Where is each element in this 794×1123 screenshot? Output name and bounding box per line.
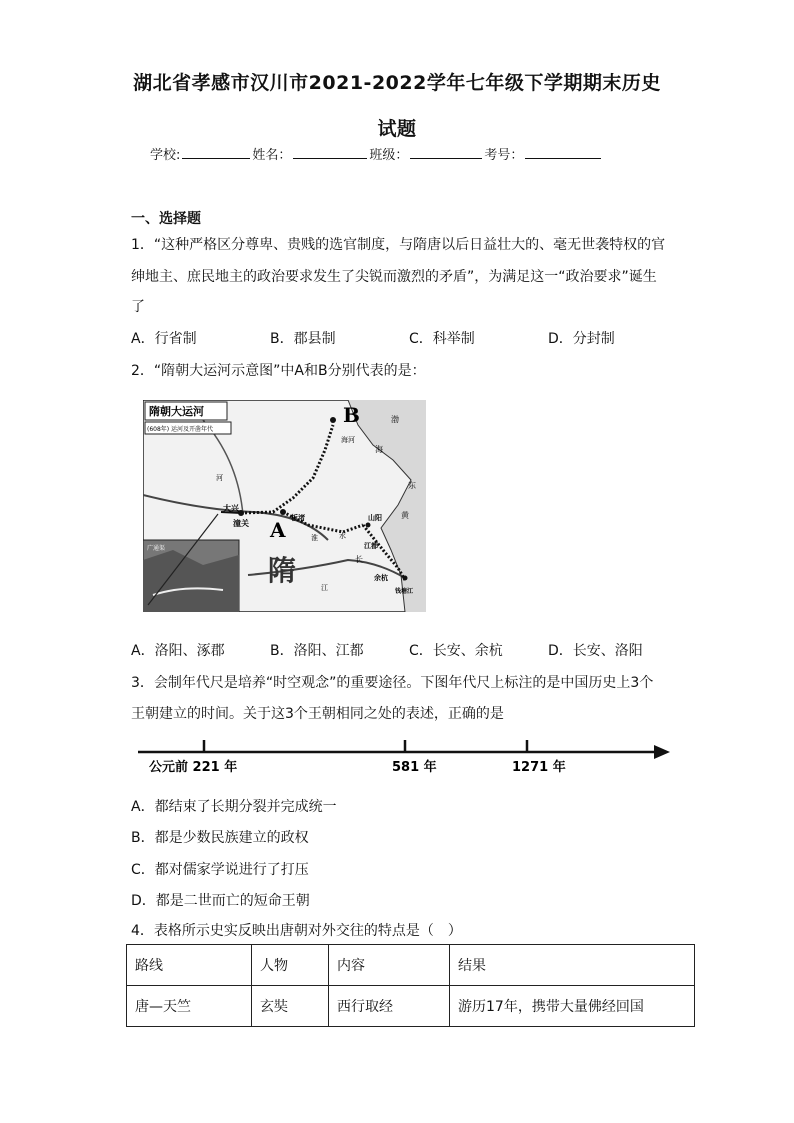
name-label: 姓名：	[252, 148, 292, 163]
map-place-banzhu: 板渚	[291, 514, 305, 522]
map-label-b: B	[343, 403, 360, 427]
q2-option-c[interactable]: C．长安、余杭	[409, 643, 503, 659]
map-river-shui: 水	[339, 532, 346, 540]
section-heading: 一、选择题	[131, 211, 201, 227]
q3-option-c[interactable]: C．都对儒家学说进行了打压	[131, 862, 309, 878]
timeline-label-221bc: 公元前 221 年	[149, 760, 238, 775]
map-legend: (608年) 运河及开凿年代	[147, 426, 214, 433]
class-blank[interactable]	[410, 145, 482, 159]
timeline-label-581: 581 年	[392, 760, 437, 775]
q3-line1: 3．会制年代尺是培养“时空观念”的重要途径。下图年代尺上标注的是中国历史上3个	[131, 675, 654, 691]
q2-option-a[interactable]: A．洛阳、涿郡	[131, 643, 225, 659]
map-river-chang: 长	[355, 555, 363, 564]
q2-option-d[interactable]: D．长安、洛阳	[548, 643, 643, 659]
school-blank[interactable]	[182, 145, 250, 159]
q2-option-b[interactable]: B．洛阳、江都	[270, 643, 364, 659]
timeline	[138, 736, 670, 778]
table-header-cell: 结果	[450, 945, 695, 986]
student-info-row	[150, 144, 603, 163]
grand-canal-map	[143, 400, 426, 612]
map-title: 隋朝大运河	[149, 405, 204, 418]
map-place-qiantang: 钱塘江	[395, 588, 414, 595]
name-blank[interactable]	[293, 145, 367, 159]
map-sea-dong: 东	[408, 481, 416, 490]
map-sea-hai: 海	[375, 445, 383, 454]
table-header-cell: 路线	[127, 945, 252, 986]
table-row	[127, 986, 695, 1027]
map-place-jiangdu: 江都	[364, 542, 378, 550]
map-river-huai: 淮	[311, 534, 318, 542]
q1-option-d[interactable]: D．分封制	[548, 331, 615, 347]
map-place-daxing: 大兴	[223, 504, 239, 513]
timeline-label-1271: 1271 年	[512, 760, 566, 775]
map-place-haihe: 海河	[341, 436, 355, 444]
q1-line3: 了	[131, 299, 145, 315]
table-header-cell: 人物	[252, 945, 329, 986]
doc-title-line2: 试题	[377, 118, 417, 140]
doc-title-line1: 湖北省孝感市汉川市2021-2022学年七年级下学期期末历史	[133, 72, 661, 94]
table-cell: 西行取经	[329, 986, 450, 1027]
exam-no-blank[interactable]	[525, 145, 601, 159]
exam-no-label: 考号：	[484, 148, 524, 163]
table-header-row	[127, 945, 695, 986]
class-label: 班级：	[369, 148, 409, 163]
q1-option-c[interactable]: C．科举制	[409, 331, 475, 347]
q3-option-a[interactable]: A．都结束了长期分裂并完成统一	[131, 799, 337, 815]
map-sea-bo: 渤	[391, 415, 399, 424]
table-header-cell: 内容	[329, 945, 450, 986]
school-label: 学校:	[150, 148, 181, 163]
q1-option-b[interactable]: B．郡县制	[270, 331, 336, 347]
q3-line2: 王朝建立的时间。关于这3个王朝相同之处的表述，正确的是	[131, 706, 504, 722]
q1-line2: 绅地主、庶民地主的政治要求发生了尖锐而激烈的矛盾”，为满足这一“政治要求”诞生	[131, 269, 657, 285]
table-cell: 唐—天竺	[127, 986, 252, 1027]
map-place-yuhang: 余杭	[374, 574, 388, 582]
q1-line1: 1．“这种严格区分尊卑、贵贱的选官制度，与隋唐以后日益壮大的、毫无世袭特权的官	[131, 237, 666, 253]
map-country-label: 隋	[268, 554, 297, 587]
q3-option-d[interactable]: D．都是二世而亡的短命王朝	[131, 893, 310, 909]
q4-table	[126, 944, 695, 1027]
map-sea-huang: 黄	[401, 511, 409, 520]
q4-stem: 4．表格所示史实反映出唐朝对外交往的特点是（ ）	[131, 923, 462, 939]
map-river-jiang: 江	[321, 584, 328, 592]
table-cell: 玄奘	[252, 986, 329, 1027]
table-cell: 游历17年，携带大量佛经回国	[450, 986, 695, 1027]
q2-stem: 2．“隋朝大运河示意图”中A和B分别代表的是：	[131, 363, 426, 379]
map-label-a: A	[270, 518, 286, 542]
q1-option-a[interactable]: A．行省制	[131, 331, 197, 347]
map-river-he: 河	[216, 474, 223, 482]
q3-option-b[interactable]: B．都是少数民族建立的政权	[131, 830, 309, 846]
map-place-shanyang: 山阳	[368, 514, 382, 522]
map-inset-label: 广通渠	[147, 545, 166, 552]
map-place-tongguan: 潼关	[233, 519, 249, 528]
